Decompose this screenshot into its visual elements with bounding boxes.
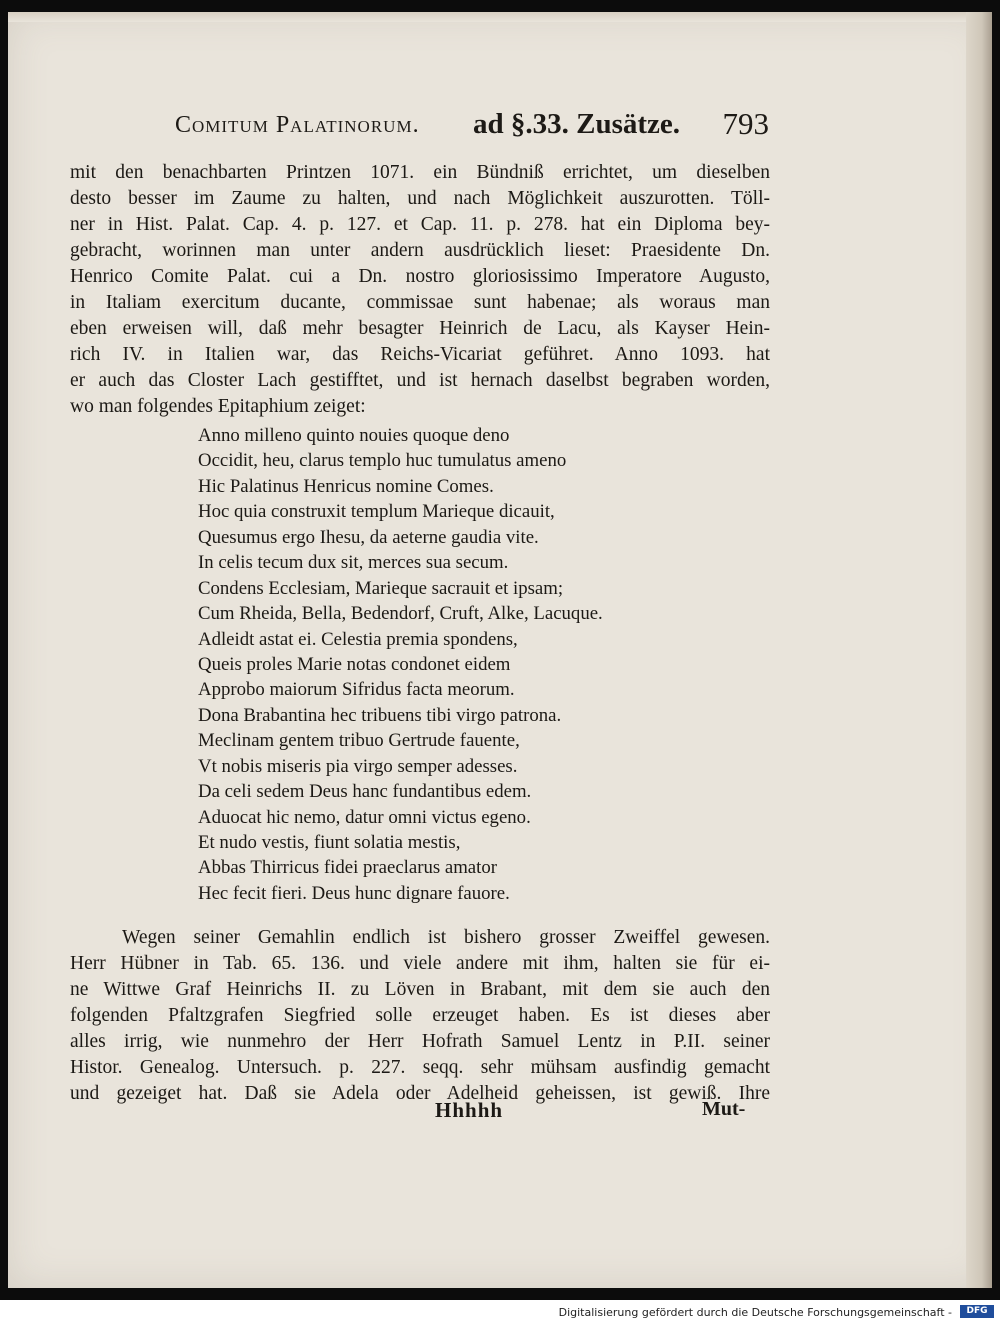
section-reference: ad §.33. Zusätze. bbox=[473, 108, 681, 140]
text-line: eben erweisen will, daß mehr besagter Heinrich de Lacu, als Kayser Hein- bbox=[70, 318, 770, 339]
text-line: er auch das Closter Lach gestifftet, und ist hernach daselbst begraben worden, bbox=[70, 370, 770, 391]
verse-line: Da celi sedem Deus hanc fundantibus edem. bbox=[198, 781, 532, 803]
page-right-edge bbox=[966, 12, 992, 1288]
paragraph-2 bbox=[70, 925, 770, 1107]
page-top-edge bbox=[8, 12, 992, 22]
text-line: Herr Hübner in Tab. 65. 136. und viele andere mit ihm, halten sie für ei- bbox=[70, 953, 770, 974]
verse-line: In celis tecum dux sit, merces sua secum. bbox=[198, 552, 509, 574]
catchword: Mut- bbox=[702, 1098, 746, 1120]
verse-line: Adleidt astat ei. Celestia premia spondens, bbox=[198, 628, 518, 650]
text-line: desto besser im Zaume zu halten, und nach Möglichkeit auszurotten. Töll- bbox=[70, 188, 770, 209]
verse-line: Hoc quia construxit templum Marieque dicauit, bbox=[198, 501, 555, 523]
signature-mark: Hhhhh bbox=[435, 1098, 504, 1122]
verse-line: Anno milleno quinto nouies quoque deno bbox=[198, 425, 510, 446]
text-line: gebracht, worinnen man unter andern ausdrücklich lieset: Praesidente Dn. bbox=[70, 240, 770, 261]
credit-bar bbox=[0, 1300, 1000, 1323]
verse-line: Condens Ecclesiam, Marieque sacrauit et ipsam; bbox=[198, 577, 564, 599]
text-line: rich IV. in Italien war, das Reichs-Vicariat geführet. Anno 1093. hat bbox=[70, 344, 770, 365]
text-line: ne Wittwe Graf Heinrichs II. zu Löven in Brabant, mit dem sie auch den bbox=[70, 979, 770, 1000]
verse-line: Et nudo vestis, fiunt solatia mestis, bbox=[198, 832, 461, 853]
verse-line: Quesumus ergo Ihesu, da aeterne gaudia vite. bbox=[198, 526, 539, 548]
dfg-logo: DFG bbox=[960, 1305, 994, 1318]
paragraph-1 bbox=[70, 160, 770, 420]
page-number: 793 bbox=[722, 106, 769, 141]
verse-line: Aduocat hic nemo, datur omni victus egeno. bbox=[198, 806, 531, 828]
page-header bbox=[165, 100, 775, 148]
verse-line: Queis proles Marie notas condonet eidem bbox=[198, 653, 511, 675]
text-line: und gezeiget hat. Daß sie Adela oder Adelheid geheissen, ist gewiß. Ihre bbox=[70, 1083, 770, 1104]
text-line: ner in Hist. Palat. Cap. 4. p. 127. et Cap. 11. p. 278. hat ein Diploma bey- bbox=[70, 214, 770, 235]
verse-line: Hec fecit fieri. Deus hunc dignare fauore. bbox=[198, 882, 510, 904]
verse-line: Approbo maiorum Sifridus facta meorum. bbox=[198, 679, 515, 701]
verse-line: Abbas Thirricus fidei praeclarus amator bbox=[198, 857, 497, 879]
credit-text: Digitalisierung gefördert durch die Deutsche Forschungsgemeinschaft - bbox=[558, 1306, 952, 1319]
text-line: folgenden Pfaltzgrafen Siegfried solle erzeuget haben. Es ist dieses aber bbox=[70, 1005, 770, 1026]
text-line: wo man folgendes Epitaphium zeiget: bbox=[70, 396, 366, 417]
verse-line: Cum Rheida, Bella, Bedendorf, Cruft, Alke, Lacuque. bbox=[198, 603, 603, 625]
verse-line: Hic Palatinus Henricus nomine Comes. bbox=[198, 475, 494, 497]
verse-line: Occidit, heu, clarus templo huc tumulatus ameno bbox=[198, 450, 567, 472]
text-line: Wegen seiner Gemahlin endlich ist bishero grosser Zweiffel gewesen. bbox=[122, 927, 770, 948]
text-line: Histor. Genealog. Untersuch. p. 227. seqq. sehr mühsam ausfindig gemacht bbox=[70, 1057, 770, 1078]
text-line: alles irrig, wie nunmehro der Herr Hofrath Samuel Lentz in P.II. seiner bbox=[70, 1031, 770, 1052]
verse-line: Dona Brabantina hec tribuens tibi virgo patrona. bbox=[198, 704, 562, 726]
verse-line: Vt nobis miseris pia virgo semper adesses. bbox=[198, 755, 518, 777]
running-title: Comitum Palatinorum. bbox=[175, 112, 420, 138]
verse-line: Meclinam gentem tribuo Gertrude fauente, bbox=[198, 730, 520, 752]
text-line: mit den benachbarten Printzen 1071. ein Bündniß errichtet, um dieselben bbox=[70, 162, 770, 183]
epitaph-verses bbox=[198, 423, 718, 906]
text-line: Henrico Comite Palat. cui a Dn. nostro gloriosissimo Imperatore Augusto, bbox=[70, 266, 770, 287]
text-line: in Italiam exercitum ducante, commissae sunt habenae; als woraus man bbox=[70, 292, 770, 313]
